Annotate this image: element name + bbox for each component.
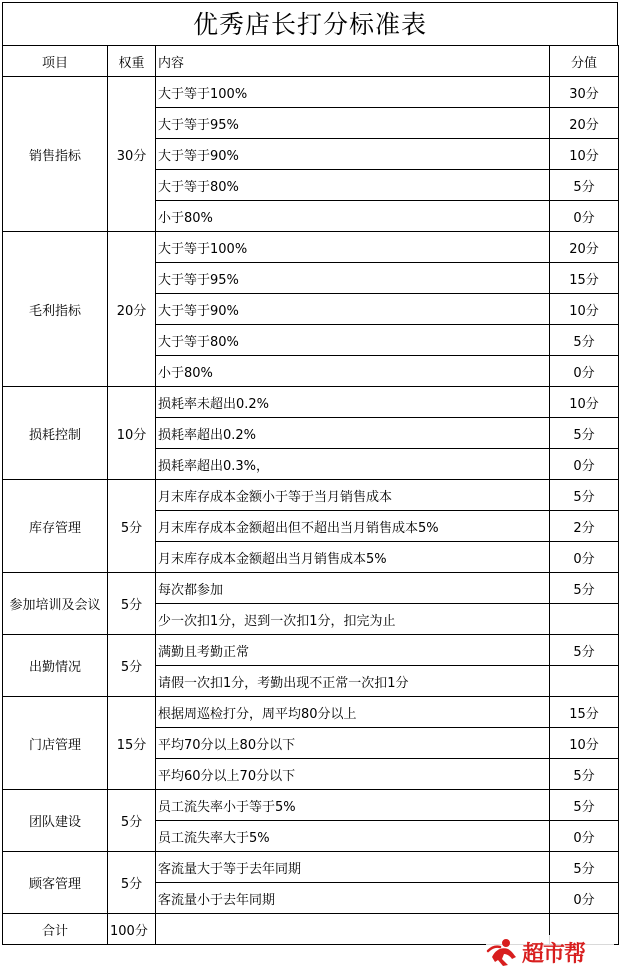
score-cell: 0分 [550, 449, 619, 480]
content-cell: 客流量小于去年同期 [156, 883, 550, 914]
item-cell: 团队建设 [3, 790, 108, 852]
weight-cell: 5分 [108, 852, 156, 914]
content-cell: 少一次扣1分，迟到一次扣1分，扣完为止 [156, 604, 550, 635]
item-cell: 毛利指标 [3, 232, 108, 387]
content-cell: 小于80% [156, 356, 550, 387]
table-row [3, 635, 619, 666]
content-cell: 月末库存成本金额超出当月销售成本5% [156, 542, 550, 573]
score-cell: 20分 [550, 108, 619, 139]
score-cell: 5分 [550, 418, 619, 449]
score-cell: 5分 [550, 852, 619, 883]
content-cell: 满勤且考勤正常 [156, 635, 550, 666]
item-cell: 销售指标 [3, 77, 108, 232]
content-cell: 请假一次扣1分，考勤出现不正常一次扣1分 [156, 666, 550, 697]
score-cell: 0分 [550, 821, 619, 852]
table-row [3, 77, 619, 108]
score-table [2, 45, 619, 945]
header-item: 项目 [3, 46, 108, 77]
content-cell: 大于等于80% [156, 325, 550, 356]
content-cell: 大于等于90% [156, 294, 550, 325]
header-score: 分值 [550, 46, 619, 77]
content-cell: 小于80% [156, 201, 550, 232]
header-weight: 权重 [108, 46, 156, 77]
content-cell: 根据周巡检打分，周平均80分以上 [156, 697, 550, 728]
total-weight: 100分 [108, 914, 156, 945]
content-cell: 大于等于90% [156, 139, 550, 170]
weight-cell: 10分 [108, 387, 156, 480]
item-cell: 库存管理 [3, 480, 108, 573]
weight-cell: 15分 [108, 697, 156, 790]
score-cell: 0分 [550, 201, 619, 232]
score-cell [550, 604, 619, 635]
content-cell: 员工流失率小于等于5% [156, 790, 550, 821]
score-cell: 5分 [550, 635, 619, 666]
score-cell: 0分 [550, 542, 619, 573]
score-cell: 10分 [550, 728, 619, 759]
item-cell: 顾客管理 [3, 852, 108, 914]
score-cell: 5分 [550, 759, 619, 790]
weight-cell: 5分 [108, 790, 156, 852]
score-cell: 20分 [550, 232, 619, 263]
brand-logo [486, 935, 614, 969]
content-cell: 每次都参加 [156, 573, 550, 604]
weight-cell: 5分 [108, 573, 156, 635]
score-cell [550, 666, 619, 697]
score-cell: 30分 [550, 77, 619, 108]
content-cell: 损耗率超出0.2% [156, 418, 550, 449]
content-cell: 平均70分以上80分以下 [156, 728, 550, 759]
logo-text: 超市帮 [522, 941, 586, 967]
score-cell: 2分 [550, 511, 619, 542]
total-label: 合计 [3, 914, 108, 945]
content-cell: 月末库存成本金额超出但不超出当月销售成本5% [156, 511, 550, 542]
item-cell: 出勤情况 [3, 635, 108, 697]
score-cell: 0分 [550, 356, 619, 387]
content-cell: 员工流失率大于5% [156, 821, 550, 852]
score-cell: 5分 [550, 790, 619, 821]
content-cell: 大于等于100% [156, 232, 550, 263]
content-cell: 客流量大于等于去年同期 [156, 852, 550, 883]
weight-cell: 5分 [108, 635, 156, 697]
content-cell: 大于等于80% [156, 170, 550, 201]
table-row [3, 387, 619, 418]
table-row [3, 573, 619, 604]
table-row [3, 852, 619, 883]
score-sheet [2, 2, 618, 945]
content-cell: 大于等于100% [156, 77, 550, 108]
score-cell: 5分 [550, 325, 619, 356]
sheet-title: 优秀店长打分标准表 [2, 2, 618, 45]
table-row [3, 480, 619, 511]
running-figure-icon [486, 937, 520, 967]
weight-cell: 30分 [108, 77, 156, 232]
score-cell: 0分 [550, 883, 619, 914]
content-cell: 月末库存成本金额小于等于当月销售成本 [156, 480, 550, 511]
weight-cell: 5分 [108, 480, 156, 573]
score-cell: 15分 [550, 263, 619, 294]
score-cell: 10分 [550, 294, 619, 325]
content-cell: 损耗率未超出0.2% [156, 387, 550, 418]
weight-cell: 20分 [108, 232, 156, 387]
table-row [3, 790, 619, 821]
score-cell: 5分 [550, 480, 619, 511]
table-row [3, 697, 619, 728]
score-cell: 5分 [550, 573, 619, 604]
content-cell: 大于等于95% [156, 108, 550, 139]
score-cell: 10分 [550, 387, 619, 418]
score-cell: 10分 [550, 139, 619, 170]
content-cell: 损耗率超出0.3%， [156, 449, 550, 480]
item-cell: 门店管理 [3, 697, 108, 790]
item-cell: 参加培训及会议 [3, 573, 108, 635]
table-header-row [3, 46, 619, 77]
content-cell: 大于等于95% [156, 263, 550, 294]
item-cell: 损耗控制 [3, 387, 108, 480]
score-cell: 5分 [550, 170, 619, 201]
score-cell: 15分 [550, 697, 619, 728]
content-cell: 平均60分以上70分以下 [156, 759, 550, 790]
table-row [3, 232, 619, 263]
header-content: 内容 [156, 46, 550, 77]
